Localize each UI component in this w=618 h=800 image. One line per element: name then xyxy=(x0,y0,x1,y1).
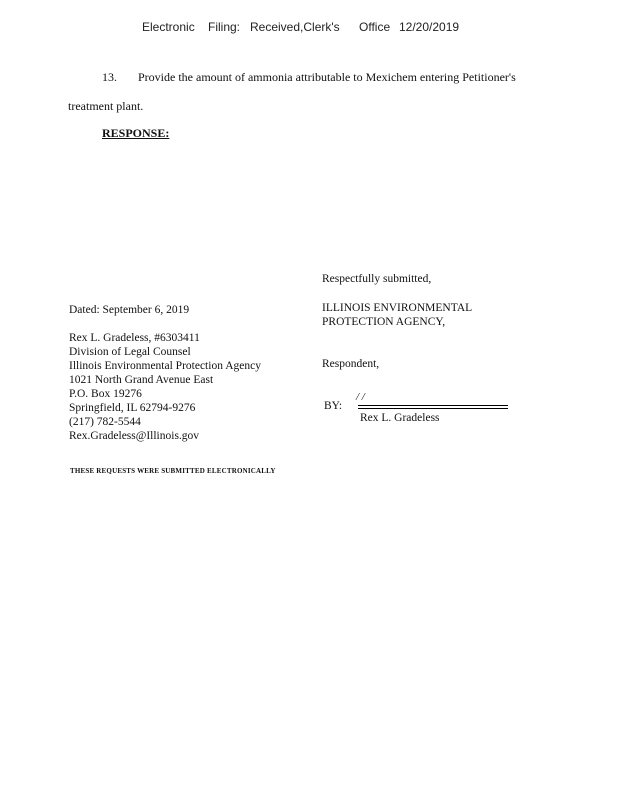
contact-block xyxy=(69,331,261,443)
header-date: 12/20/2019 xyxy=(399,20,460,34)
question-number: 13. xyxy=(102,70,117,84)
header-received: Received,Clerk's xyxy=(250,20,340,34)
agency-name-1: ILLINOIS ENVIRONMENTAL xyxy=(322,302,473,314)
question-line-1 xyxy=(102,70,516,85)
signature-mark: / / xyxy=(356,391,365,403)
contact-agency: Illinois Environmental Protection Agency xyxy=(69,360,261,372)
contact-phone: (217) 782-5544 xyxy=(69,416,141,428)
signature-line-underscore xyxy=(358,408,508,409)
dated-line: Dated: September 6, 2019 xyxy=(69,304,190,316)
contact-street: 1021 North Grand Avenue East xyxy=(69,374,214,386)
response-heading: RESPONSE: xyxy=(102,126,170,140)
agency-name-2: PROTECTION AGENCY, xyxy=(322,316,446,328)
header-filing: Filing: xyxy=(208,20,241,34)
contact-name: Rex L. Gradeless, #6303411 xyxy=(69,332,200,344)
signer-name: Rex L. Gradeless xyxy=(360,412,440,424)
respondent-label: Respondent, xyxy=(322,358,380,370)
header-office: Office xyxy=(359,20,391,34)
respectfully-submitted: Respectfully submitted, xyxy=(322,273,432,285)
header-electronic: Electronic xyxy=(142,20,195,34)
signature-line xyxy=(358,405,508,406)
by-label: BY: xyxy=(324,400,343,412)
contact-city: Springfield, IL 62794-9276 xyxy=(69,402,196,414)
contact-division: Division of Legal Counsel xyxy=(69,346,191,358)
contact-email: Rex.Gradeless@Illinois.gov xyxy=(69,430,200,442)
contact-po-box: P.O. Box 19276 xyxy=(69,388,142,400)
question-text-1: Provide the amount of ammonia attributable to Mexichem entering Petitioner's xyxy=(138,70,516,84)
question-text-2: treatment plant. xyxy=(68,99,144,113)
footer-note: THESE REQUESTS WERE SUBMITTED ELECTRONICALLY xyxy=(70,467,276,475)
